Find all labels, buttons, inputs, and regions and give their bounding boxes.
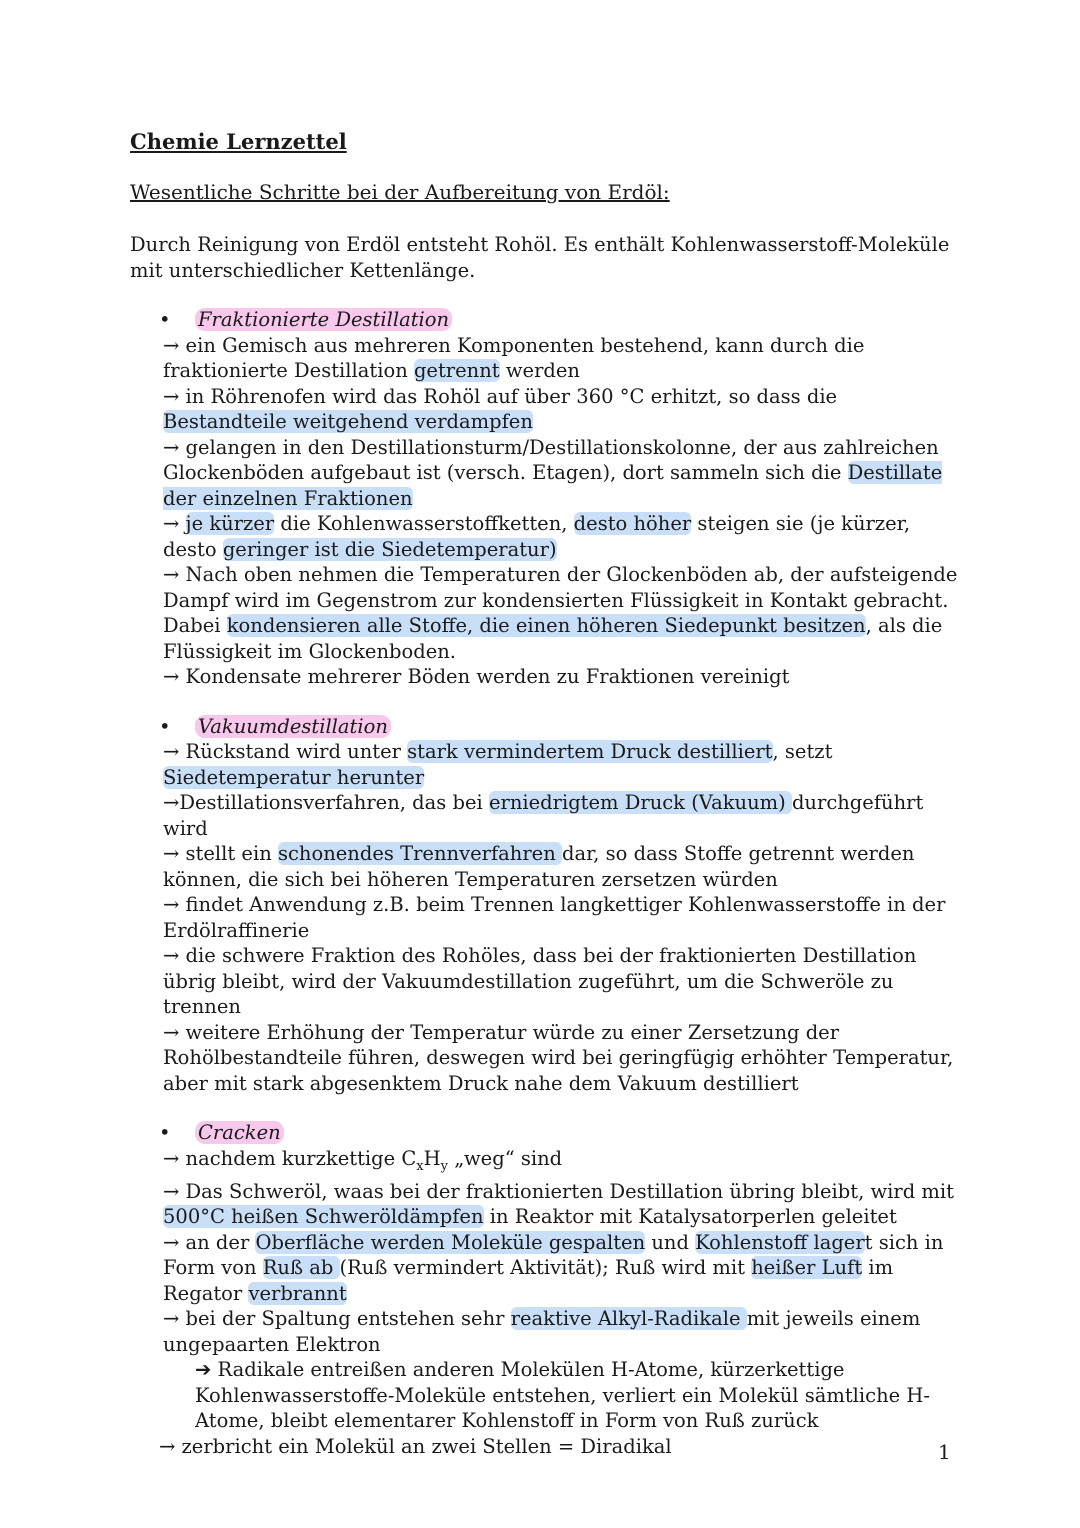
section-title: Cracken [195,1121,284,1144]
text-line: → stellt ein schonendes Trennverfahren dar, so dass Stoffe getrennt werden können, die sich bei höheren Temperaturen zersetzen würden [163,842,915,891]
text-line: → Kondensate mehrerer Böden werden zu Fraktionen vereinigt [163,665,790,688]
document-title: Chemie Lernzettel [130,129,347,154]
section-fraktionierte-destillation [159,307,960,690]
bullet-icon: • [159,308,171,331]
section-heading [159,307,960,333]
intro-paragraph: Durch Reinigung von Erdöl entsteht Rohöl. Es enthält Kohlenwasserstoff-Moleküle mit unterschiedlicher Kettenlänge. [130,233,950,282]
section-title: Vakuumdestillation [195,715,391,738]
section-cracken [159,1120,960,1459]
document-page [130,128,960,1483]
section-title: Fraktionierte Destillation [195,308,452,331]
text-line: → nachdem kurzkettige $C_xH_y$ „weg“ sind [163,1146,563,1174]
text-line: → die schwere Fraktion des Rohöles, dass bei der fraktionierten Destillation übrig bleibt, wird der Vakuumdestillation zugeführt, um die Schweröle zu trennen [163,944,917,1018]
text-line: → je kürzer die Kohlenwasserstoffketten, desto höher steigen sie (je kürzer, desto geringer ist die Siedetemperatur) [163,512,911,561]
text-line: → an der Oberfläche werden Moleküle gespalten und Kohlenstoff lagert sich in Form von Ruß ab (Ruß vermindert Aktivität); Ruß wird mit heißer Luft im Regator verbrannt [163,1230,944,1305]
bullet-icon: • [159,1121,171,1144]
text-line: → in Röhrenofen wird das Rohöl auf über 360 °C erhitzt, so dass die Bestandteile weitgehend verdampfen [163,384,838,433]
text-line: → Das Schweröl, waas bei der fraktionierten Destillation übring bleibt, wird mit 500°C heißen Schweröldämpfen in Reaktor mit Katalysatorperlen geleitet [163,1179,954,1229]
bullet-icon: • [159,714,171,738]
text-line: → bei der Spaltung entstehen sehr reaktive Alkyl-Radikale mit jeweils einem ungepaarten Elektron [163,1307,921,1356]
section-heading [159,1120,960,1146]
section-vakuumdestillation [159,714,960,1097]
text-line: → gelangen in den Destillationsturm/Destillationskolonne, der aus zahlreichen Glockenböden aufgebaut ist (versch. Etagen), dort sammeln sich die Destillate der einzelnen Fraktionen [163,435,943,510]
text-line: → findet Anwendung z.B. beim Trennen langkettiger Kohlenwasserstoffe in der Erdölraffinerie [163,893,946,942]
document-subtitle: Wesentliche Schritte bei der Aufbereitung von Erdöl: [130,180,670,204]
text-line-indented: ➔ Radikale entreißen anderen Molekülen H-Atome, kürzerkettige Kohlenwasserstoffe-Moleküle entstehen, verliert ein Molekül sämtliche H-Atome, bleibt elementarer Kohlenstoff in Form von Ruß zurück [195,1358,930,1433]
text-line: → Nach oben nehmen die Temperaturen der Glockenböden ab, der aufsteigende Dampf wird im Gegenstrom zur kondensierten Flüssigkeit in Kontakt gebracht. Dabei kondensieren alle Stoffe, die einen höheren Siedepunkt besitzen, als die Flüssigkeit im Glockenboden. [163,563,958,663]
text-line: → zerbricht ein Molekül an zwei Stellen = Diradikal [159,1434,672,1458]
section-heading [159,714,960,740]
text-line: →Destillationsverfahren, das bei erniedrigtem Druck (Vakuum) durchgeführt wird [163,791,924,840]
page-number: 1 [938,1440,951,1464]
text-line: → ein Gemisch aus mehreren Komponenten bestehend, kann durch die fraktionierte Destillation getrennt werden [163,333,865,382]
text-line: → Rückstand wird unter stark vermindertem Druck destilliert, setzt Siedetemperatur herunter [163,740,833,789]
text-line: → weitere Erhöhung der Temperatur würde zu einer Zersetzung der Rohölbestandteile führen, deswegen wird bei geringfügig erhöhter Temperatur, aber mit stark abgesenktem Druck nahe dem Vakuum destilliert [163,1020,954,1095]
